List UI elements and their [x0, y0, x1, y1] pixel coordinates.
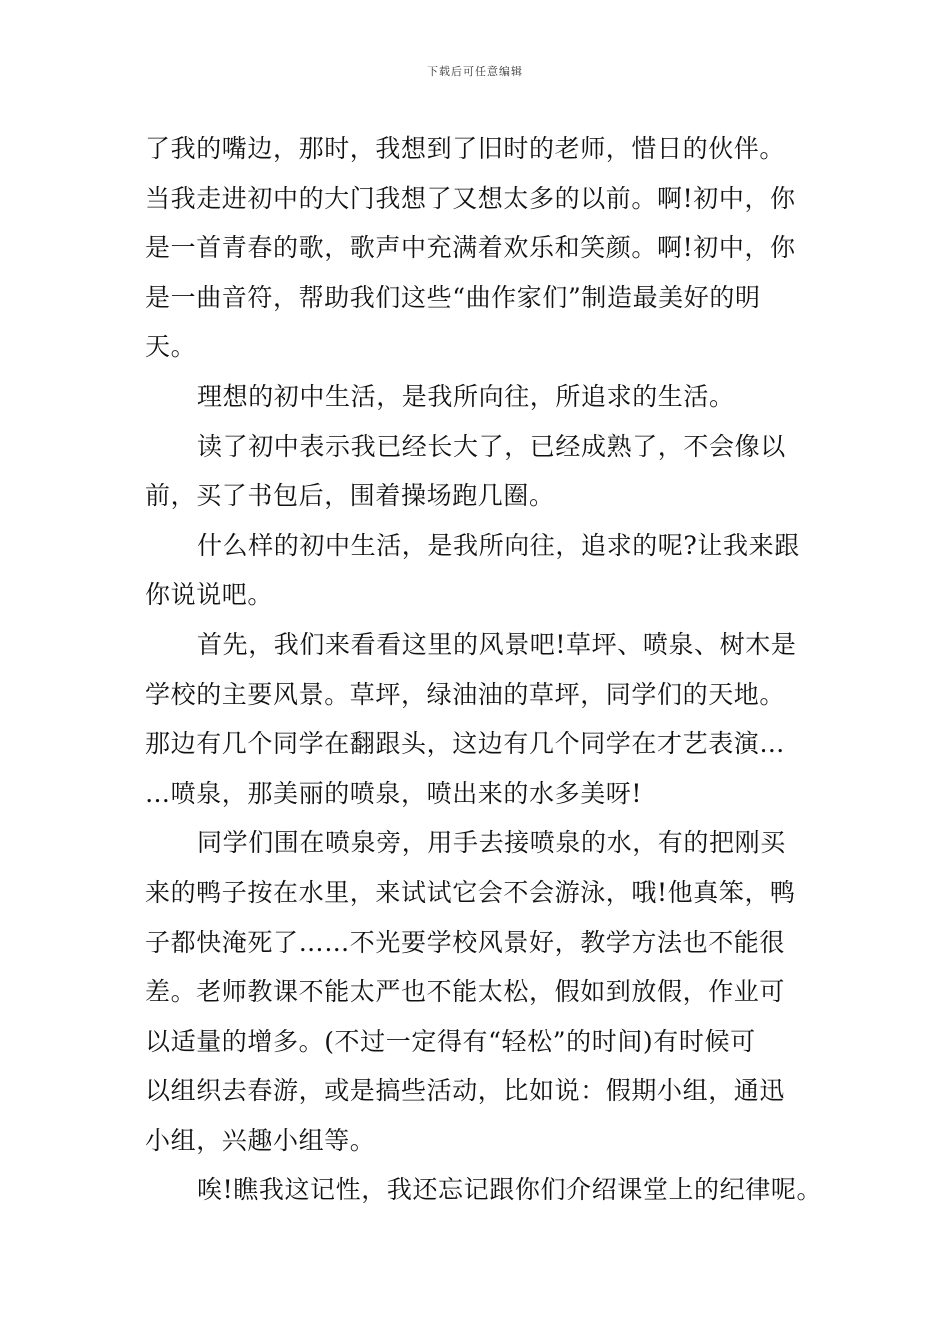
- text-line: 了我的嘴边，那时，我想到了旧时的老师，惜日的伙伴。: [145, 134, 786, 163]
- text-line: 前，买了书包后，围着操场跑几圈。: [145, 481, 555, 511]
- text-line: …喷泉，那美丽的喷泉，喷出来的水多美呀!: [145, 778, 643, 808]
- text-line: 子都快淹死了……不光要学校风景好，教学方法也不能很: [145, 927, 786, 957]
- text-line: 理想的初中生活，是我所向往，所追求的生活。: [197, 381, 735, 411]
- text-line: 差。老师教课不能太严也不能太松，假如到放假，作业可: [145, 977, 786, 1007]
- text-line: 读了初中表示我已经长大了，已经成熟了，不会像以: [197, 431, 786, 461]
- text-line: 首先，我们来看看这里的风景吧!草坪、喷泉、树木是: [197, 629, 797, 659]
- document-body: [145, 124, 825, 1215]
- text-line: 当我走进初中的大门我想了又想太多的以前。啊!初中，你: [145, 183, 796, 213]
- page-header-note: 下载后可任意编辑: [427, 65, 523, 78]
- text-line: 是一曲音符，帮助我们这些“曲作家们”制造最美好的明: [145, 282, 761, 312]
- text-line: 以适量的增多。(不过一定得有“轻松”的时间)有时候可: [145, 1026, 756, 1056]
- text-line: 什么样的初中生活，是我所向往，追求的呢?让我来跟: [197, 530, 800, 560]
- text-line: 是一首青春的歌，歌声中充满着欢乐和笑颜。啊!初中，你: [145, 233, 796, 263]
- text-line: 同学们围在喷泉旁，用手去接喷泉的水，有的把刚买: [197, 828, 786, 858]
- text-line: 你说说吧。: [145, 580, 274, 610]
- text-line: 那边有几个同学在翻跟头，这边有几个同学在才艺表演…: [145, 729, 786, 759]
- text-line: 来的鸭子按在水里，来试试它会不会游泳，哦!他真笨，鸭: [145, 877, 796, 907]
- text-line: 小组，兴趣小组等。: [145, 1125, 376, 1155]
- text-line: 天。: [145, 332, 197, 362]
- text-line: 以组织去春游，或是搞些活动，比如说：假期小组，通迅: [145, 1076, 786, 1106]
- text-line: 唉!瞧我这记性，我还忘记跟你们介绍课堂上的纪律呢。: [197, 1175, 823, 1205]
- text-line: 学校的主要风景。草坪，绿油油的草坪，同学们的天地。: [145, 679, 786, 709]
